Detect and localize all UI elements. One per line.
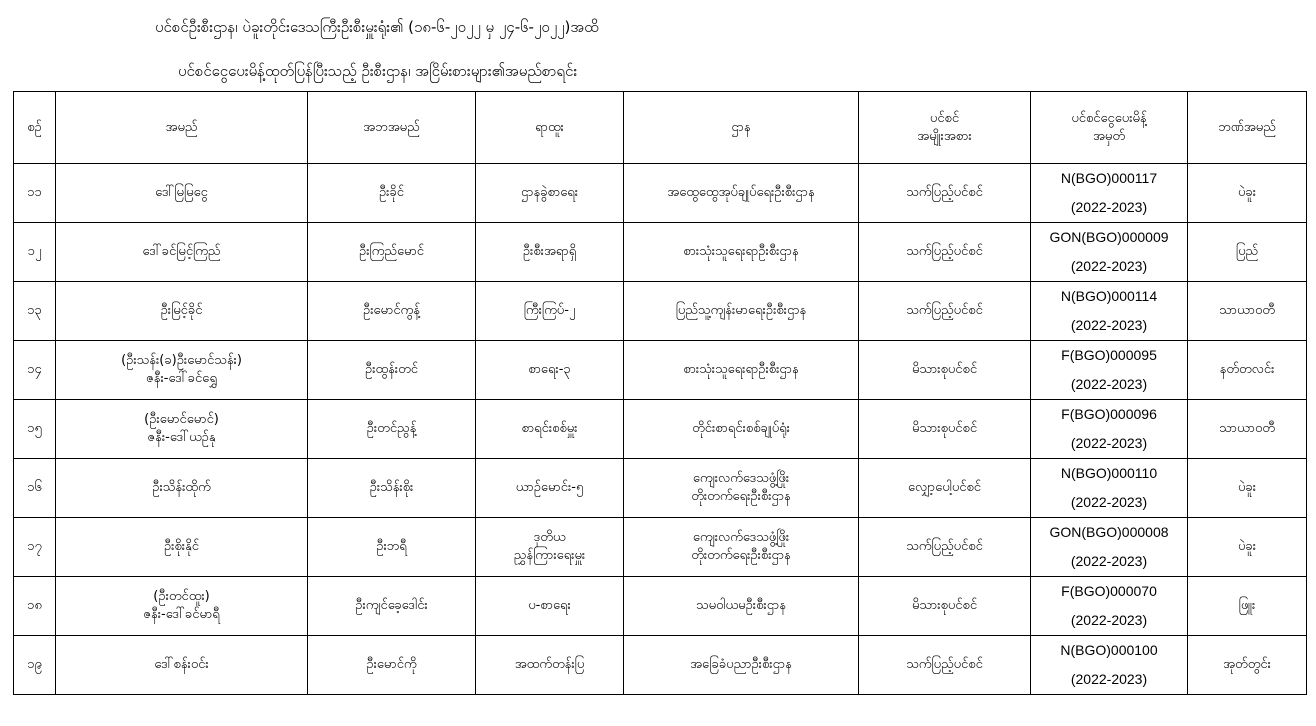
- cell-bank-name: ပဲခူး: [1188, 518, 1307, 577]
- cell-rank-line1: ဦးစီးအရာရှိ: [522, 244, 577, 259]
- cell-name: [56, 341, 308, 400]
- cell-serial-no: ၁၄: [14, 341, 56, 400]
- cell-rank-line1: ပ-စာရေး: [528, 598, 571, 613]
- cell-pension-type: သက်ပြည့်ပင်စင်: [859, 636, 1031, 695]
- cell-order-number-line1: F(BGO)000070: [1061, 583, 1157, 599]
- cell-rank: [476, 459, 624, 518]
- cell-rank-line1: ဒုတိယ: [533, 530, 566, 545]
- cell-order-number: [1031, 223, 1188, 282]
- cell-department-line2: တိုးတက်ရေးဦးစီးဌာန: [691, 548, 791, 563]
- cell-order-number: [1031, 459, 1188, 518]
- cell-bank-name: အုတ်တွင်း: [1188, 636, 1307, 695]
- cell-serial-no: ၁၉: [14, 636, 56, 695]
- cell-bank-name: ပြည်: [1188, 223, 1307, 282]
- cell-order-number-line2: (2022-2023): [1070, 199, 1148, 215]
- cell-department-line1: စားသုံးသူရေးရာဦးစီးဌာန: [683, 244, 799, 259]
- cell-department-line1: ကျေးလက်ဒေသဖွံ့ဖြိုး: [692, 530, 790, 545]
- header-order-number-line1: ပင်စင်ငွေပေးမိန့်: [1071, 110, 1147, 126]
- cell-rank-line1: ဌာနခွဲစာရေး: [520, 185, 579, 200]
- header-name: အမည်: [56, 92, 308, 164]
- cell-department-line1: တိုင်းစာရင်းစစ်ချုပ်ရုံး: [692, 421, 790, 436]
- cell-name: [56, 636, 308, 695]
- cell-serial-no: ၁၂: [14, 223, 56, 282]
- header-rank: ရာထူး: [476, 92, 624, 164]
- cell-order-number-line2: (2022-2023): [1070, 671, 1148, 687]
- cell-father-name: ဦးကြည်မောင်: [308, 223, 476, 282]
- cell-name: [56, 164, 308, 223]
- cell-bank-name: နတ်တလင်း: [1188, 341, 1307, 400]
- cell-name-line2: ဇနီး-ဒေါ်ခင်မာရီ: [143, 607, 220, 622]
- cell-name-line1: (ဦးတင်ထူး): [153, 589, 210, 604]
- cell-rank: [476, 282, 624, 341]
- cell-name-line1: ဒေါ်မြမြငွေ: [155, 185, 208, 200]
- cell-serial-no: ၁၇: [14, 518, 56, 577]
- cell-serial-no: ၁၈: [14, 577, 56, 636]
- cell-department: [624, 164, 859, 223]
- header-father-name: အဘအမည်: [308, 92, 476, 164]
- cell-rank: [476, 164, 624, 223]
- cell-order-number-line1: N(BGO)000110: [1060, 465, 1158, 481]
- cell-department-line1: ကျေးလက်ဒေသဖွံ့ဖြိုး: [692, 471, 790, 486]
- cell-serial-no: ၁၆: [14, 459, 56, 518]
- cell-order-number-line2: (2022-2023): [1070, 258, 1148, 274]
- cell-father-name: ဦးသိန်းစိုး: [308, 459, 476, 518]
- cell-order-number-line1: N(BGO)000100: [1060, 642, 1158, 658]
- cell-rank: [476, 577, 624, 636]
- cell-order-number-line2: (2022-2023): [1070, 376, 1148, 392]
- cell-department-line1: အထွေထွေအုပ်ချုပ်ရေးဦးစီးဌာန: [667, 185, 815, 200]
- cell-department: [624, 282, 859, 341]
- cell-bank-name: ပဲခူး: [1188, 459, 1307, 518]
- pension-roster-table: [13, 91, 1307, 695]
- cell-rank-line1: ယာဉ်မောင်း-၅: [515, 480, 584, 495]
- cell-name-line1: (ဦးမောင်မောင်): [144, 412, 219, 427]
- cell-department: [624, 223, 859, 282]
- cell-pension-type: သက်ပြည့်ပင်စင်: [859, 164, 1031, 223]
- cell-name: [56, 518, 308, 577]
- cell-bank-name: ပဲခူး: [1188, 164, 1307, 223]
- header-pension-type-line2: အမျိုးအစား: [917, 128, 972, 144]
- cell-name-line2: ဇနီး-ဒေါ်ယဉ်နု: [147, 430, 216, 445]
- cell-department: [624, 459, 859, 518]
- header-bank-name: ဘဏ်အမည်: [1188, 92, 1307, 164]
- cell-serial-no: ၁၃: [14, 282, 56, 341]
- cell-name-line1: ဦးမြင့်ခိုင်: [160, 303, 203, 318]
- cell-pension-type: လျှော့ပေါ့ပင်စင်: [859, 459, 1031, 518]
- cell-order-number-line2: (2022-2023): [1070, 435, 1148, 451]
- document-title: ပင်စင်ဦးစီးဌာန၊ ပဲခူးတိုင်းဒေသကြီးဦးစီးမှူးရုံး၏ (၁၈-၆-၂၀၂၂ မှ ၂၄-၆-၂၀၂၂)အထိ: [155, 18, 599, 36]
- cell-order-number-line1: F(BGO)000096: [1061, 406, 1157, 422]
- cell-order-number-line1: N(BGO)000117: [1060, 170, 1158, 186]
- table-row: [14, 223, 1307, 282]
- cell-name-line1: ဒေါ်စန်းဝင်း: [154, 657, 209, 672]
- table-row: [14, 636, 1307, 695]
- cell-bank-name: သာယာဝတီ: [1188, 282, 1307, 341]
- cell-order-number-line1: GON(BGO)000009: [1049, 229, 1169, 245]
- table-row: [14, 459, 1307, 518]
- table-row: [14, 341, 1307, 400]
- table-row: [14, 577, 1307, 636]
- header-pension-type: [859, 92, 1031, 164]
- cell-order-number: [1031, 164, 1188, 223]
- cell-name: [56, 282, 308, 341]
- cell-order-number-line2: (2022-2023): [1070, 494, 1148, 510]
- cell-department-line1: စားသုံးသူရေးရာဦးစီးဌာန: [683, 362, 799, 377]
- cell-name-line1: ဒေါ်ခင်မြင့်ကြည်: [142, 244, 221, 259]
- cell-order-number: [1031, 518, 1188, 577]
- cell-name: [56, 223, 308, 282]
- header-pension-type-line1: ပင်စင်: [929, 110, 960, 126]
- cell-father-name: ဦးခိုင်: [308, 164, 476, 223]
- cell-father-name: ဦးမောင်ကို: [308, 636, 476, 695]
- cell-serial-no: ၁၁: [14, 164, 56, 223]
- cell-department: [624, 518, 859, 577]
- cell-name: [56, 400, 308, 459]
- cell-order-number-line1: F(BGO)000095: [1061, 347, 1157, 363]
- cell-order-number: [1031, 577, 1188, 636]
- cell-order-number-line2: (2022-2023): [1070, 317, 1148, 333]
- cell-father-name: ဦးထွန်းတင်: [308, 341, 476, 400]
- cell-pension-type: သက်ပြည့်ပင်စင်: [859, 518, 1031, 577]
- cell-rank: [476, 223, 624, 282]
- cell-father-name: ဦးဘရီ: [308, 518, 476, 577]
- cell-pension-type: သက်ပြည့်ပင်စင်: [859, 223, 1031, 282]
- cell-department-line2: တိုးတက်ရေးဦးစီးဌာန: [691, 489, 791, 504]
- cell-father-name: ဦးမောင်ကွန့်: [308, 282, 476, 341]
- document-subtitle: ပင်စင်ငွေပေးမိန့်ထုတ်ပြန်ပြီးသည့် ဦးစီးဌာန၊ အငြိမ်းစားများ၏အမည်စာရင်း: [178, 62, 578, 80]
- cell-order-number: [1031, 636, 1188, 695]
- header-order-number: [1031, 92, 1188, 164]
- cell-order-number: [1031, 341, 1188, 400]
- cell-rank-line2: ညွှန်ကြားရေးမှူး: [513, 548, 586, 563]
- cell-order-number-line2: (2022-2023): [1070, 553, 1148, 569]
- cell-pension-type: မိသားစုပင်စင်: [859, 400, 1031, 459]
- cell-order-number: [1031, 282, 1188, 341]
- cell-department-line1: သမဝါယမဦးစီးဌာန: [696, 598, 786, 613]
- table-row: [14, 518, 1307, 577]
- header-department: ဌာန: [624, 92, 859, 164]
- cell-pension-type: မိသားစုပင်စင်: [859, 577, 1031, 636]
- cell-department: [624, 341, 859, 400]
- cell-rank: [476, 636, 624, 695]
- cell-department-line1: ပြည်သူ့ကျန်းမာရေးဦးစီးဌာန: [675, 303, 807, 318]
- cell-department: [624, 577, 859, 636]
- cell-order-number: [1031, 400, 1188, 459]
- cell-name-line1: (ဦးသန်း(ခ)ဦးမောင်သန်း): [121, 353, 242, 368]
- cell-rank: [476, 400, 624, 459]
- cell-rank: [476, 341, 624, 400]
- table-row: [14, 164, 1307, 223]
- header-order-number-line2: အမှတ်: [1092, 128, 1126, 144]
- cell-department: [624, 400, 859, 459]
- cell-bank-name: သာယာဝတီ: [1188, 400, 1307, 459]
- cell-rank-line1: စာရင်းစစ်မှူး: [521, 421, 578, 436]
- cell-department-line1: အခြေခံပညာဦးစီးဌာန: [690, 657, 792, 672]
- table-row: [14, 400, 1307, 459]
- cell-order-number-line1: N(BGO)000114: [1060, 288, 1158, 304]
- cell-order-number-line1: GON(BGO)000008: [1049, 524, 1169, 540]
- cell-serial-no: ၁၅: [14, 400, 56, 459]
- cell-name: [56, 577, 308, 636]
- cell-name: [56, 459, 308, 518]
- cell-bank-name: ဖြူး: [1188, 577, 1307, 636]
- cell-name-line1: ဦးစိုးနိုင်: [163, 539, 200, 554]
- cell-rank: [476, 518, 624, 577]
- table-row: [14, 282, 1307, 341]
- cell-father-name: ဦးတင်ညွန့်: [308, 400, 476, 459]
- cell-pension-type: မိသားစုပင်စင်: [859, 341, 1031, 400]
- cell-department: [624, 636, 859, 695]
- cell-pension-type: သက်ပြည့်ပင်စင်: [859, 282, 1031, 341]
- cell-rank-line1: ကြီးကြပ်-၂: [523, 303, 576, 318]
- header-serial-no: စဉ်: [14, 92, 56, 164]
- cell-father-name: ဦးကျင်ခေ့ဒေါင်း: [308, 577, 476, 636]
- table-header-row: [14, 92, 1307, 164]
- cell-rank-line1: စာရေး-၃: [528, 362, 571, 377]
- cell-name-line2: ဇနီး-ဒေါ်ခင်ရွှေ: [146, 371, 217, 386]
- cell-name-line1: ဦးသိန်းထိုက်: [152, 480, 211, 495]
- cell-order-number-line2: (2022-2023): [1070, 612, 1148, 628]
- cell-rank-line1: အထက်တန်းပြ: [514, 657, 585, 672]
- table-body: [14, 164, 1307, 695]
